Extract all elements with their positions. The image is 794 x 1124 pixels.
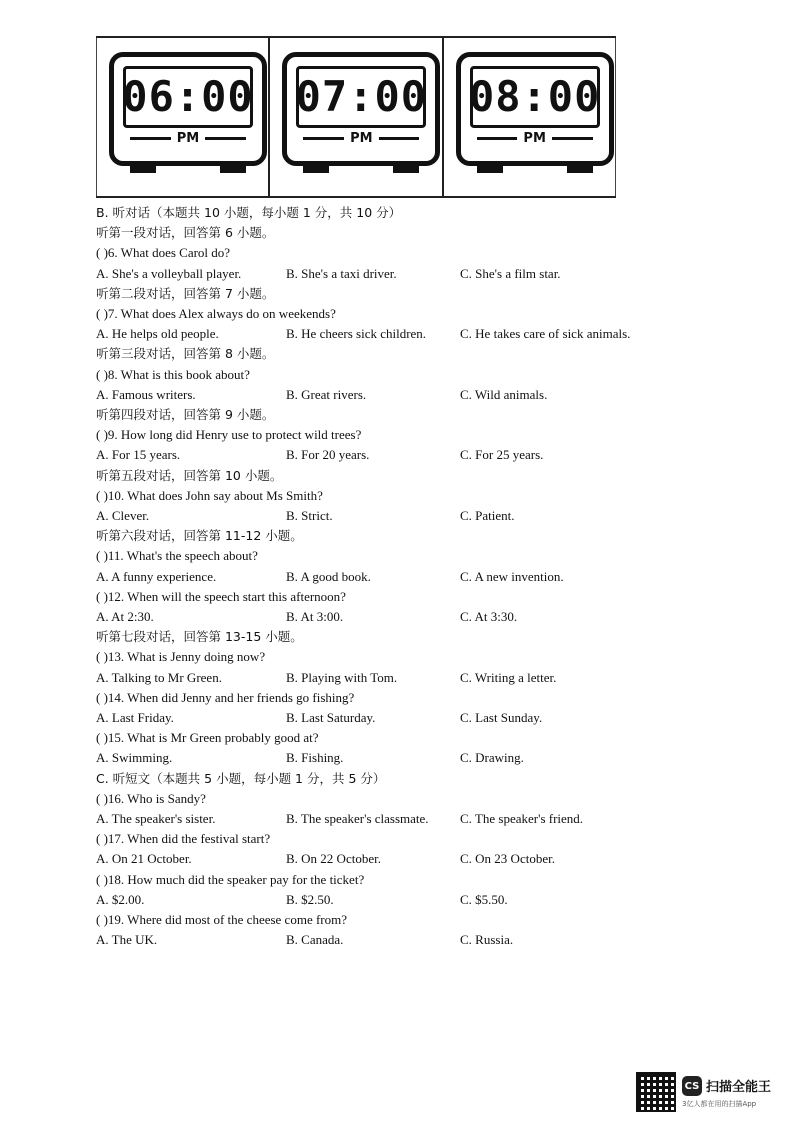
answer-option: C. Wild animals. [460,387,548,402]
clock-illustrations [96,36,616,198]
answer-option: A. At 2:30. [96,609,154,624]
answer-option: B. The speaker's classmate. [286,811,429,826]
section-instruction: 听第七段对话，回答第 13-15 小题。 [96,629,303,644]
question-text: ( )15. What is Mr Green probably good at? [96,730,319,745]
cs-badge: CS [682,1076,702,1096]
answer-option: C. For 25 years. [460,447,544,462]
clock-cell [442,38,616,196]
answer-option: A. Clever. [96,508,150,523]
question-text: ( )7. What does Alex always do on weekends? [96,306,336,321]
section-instruction: 听第三段对话，回答第 8 小题。 [96,346,275,361]
clock-period: PM [523,130,546,146]
answer-option: A. For 15 years. [96,447,181,462]
answer-option: A. Last Friday. [96,710,174,725]
answer-option: A. A funny experience. [96,569,217,584]
section-instruction: 听第二段对话，回答第 7 小题。 [96,286,275,301]
question-text: ( )14. When did Jenny and her friends go fishing? [96,690,355,705]
clock-period: PM [350,130,373,146]
section-instruction: 听第五段对话，回答第 10 小题。 [96,468,283,483]
answer-option: B. Last Saturday. [286,710,376,725]
answer-option: C. A new invention. [460,569,564,584]
qr-code-icon [636,1072,676,1112]
question-text: ( )19. Where did most of the cheese come from? [96,912,347,927]
answer-option: C. Last Sunday. [460,710,543,725]
answer-option: B. A good book. [286,569,371,584]
answer-option: A. $2.00. [96,892,145,907]
digital-clock-icon [282,52,440,166]
answer-option: A. Talking to Mr Green. [96,670,222,685]
section-instruction: 听第六段对话，回答第 11-12 小题。 [96,528,303,543]
section-instruction: B. 听对话（本题共 10 小题，每小题 1 分，共 10 分） [96,205,402,220]
answer-option: C. The speaker's friend. [460,811,584,826]
app-tagline: 3亿人都在用的扫描App [682,1100,757,1108]
answer-option: A. He helps old people. [96,326,219,341]
answer-option: A. On 21 October. [96,851,192,866]
answer-option: B. $2.50. [286,892,334,907]
answer-option: A. The speaker's sister. [96,811,216,826]
question-text: ( )6. What does Carol do? [96,245,231,260]
section-instruction: 听第一段对话，回答第 6 小题。 [96,225,275,240]
answer-option: C. At 3:30. [460,609,518,624]
app-name: 扫描全能王 [706,1080,772,1095]
answer-option: C. On 23 October. [460,851,555,866]
answer-option: A. Swimming. [96,750,173,765]
question-text: ( )10. What does John say about Ms Smith? [96,488,323,503]
answer-option: B. Playing with Tom. [286,670,398,685]
section-instruction: 听第四段对话，回答第 9 小题。 [96,407,275,422]
scanner-watermark [636,1072,776,1112]
clock-cell [268,38,441,196]
answer-option: C. Patient. [460,508,515,523]
question-text: ( )9. How long did Henry use to protect wild trees? [96,427,362,442]
digital-clock-icon [456,52,614,166]
clock-time: 08:00 [470,66,600,128]
answer-option: C. $5.50. [460,892,508,907]
answer-option: B. On 22 October. [286,851,381,866]
clock-time: 06:00 [123,66,253,128]
answer-option: C. Drawing. [460,750,524,765]
answer-option: B. He cheers sick children. [286,326,427,341]
answer-option: A. Famous writers. [96,387,196,402]
clock-time: 07:00 [296,66,426,128]
answer-option: B. Canada. [286,932,344,947]
question-text: ( )12. When will the speech start this afternoon? [96,589,346,604]
question-text: ( )13. What is Jenny doing now? [96,649,266,664]
digital-clock-icon [109,52,267,166]
answer-option: C. He takes care of sick animals. [460,326,631,341]
answer-option: B. Great rivers. [286,387,367,402]
answer-option: B. Fishing. [286,750,344,765]
answer-option: B. At 3:00. [286,609,344,624]
question-text: ( )17. When did the festival start? [96,831,271,846]
answer-option: C. She's a film star. [460,266,561,281]
answer-option: A. She's a volleyball player. [96,266,242,281]
answer-option: B. Strict. [286,508,333,523]
answer-option: A. The UK. [96,932,158,947]
answer-option: B. For 20 years. [286,447,370,462]
question-text: ( )8. What is this book about? [96,367,250,382]
clock-period: PM [176,130,200,146]
section-instruction: C. 听短文（本题共 5 小题，每小题 1 分，共 5 分） [96,771,386,786]
answer-option: C. Writing a letter. [460,670,557,685]
question-text: ( )18. How much did the speaker pay for the ticket? [96,872,365,887]
question-text: ( )16. Who is Sandy? [96,791,206,806]
answer-option: C. Russia. [460,932,514,947]
answer-option: B. She's a taxi driver. [286,266,397,281]
question-text: ( )11. What's the speech about? [96,548,258,563]
clock-cell [96,38,268,196]
